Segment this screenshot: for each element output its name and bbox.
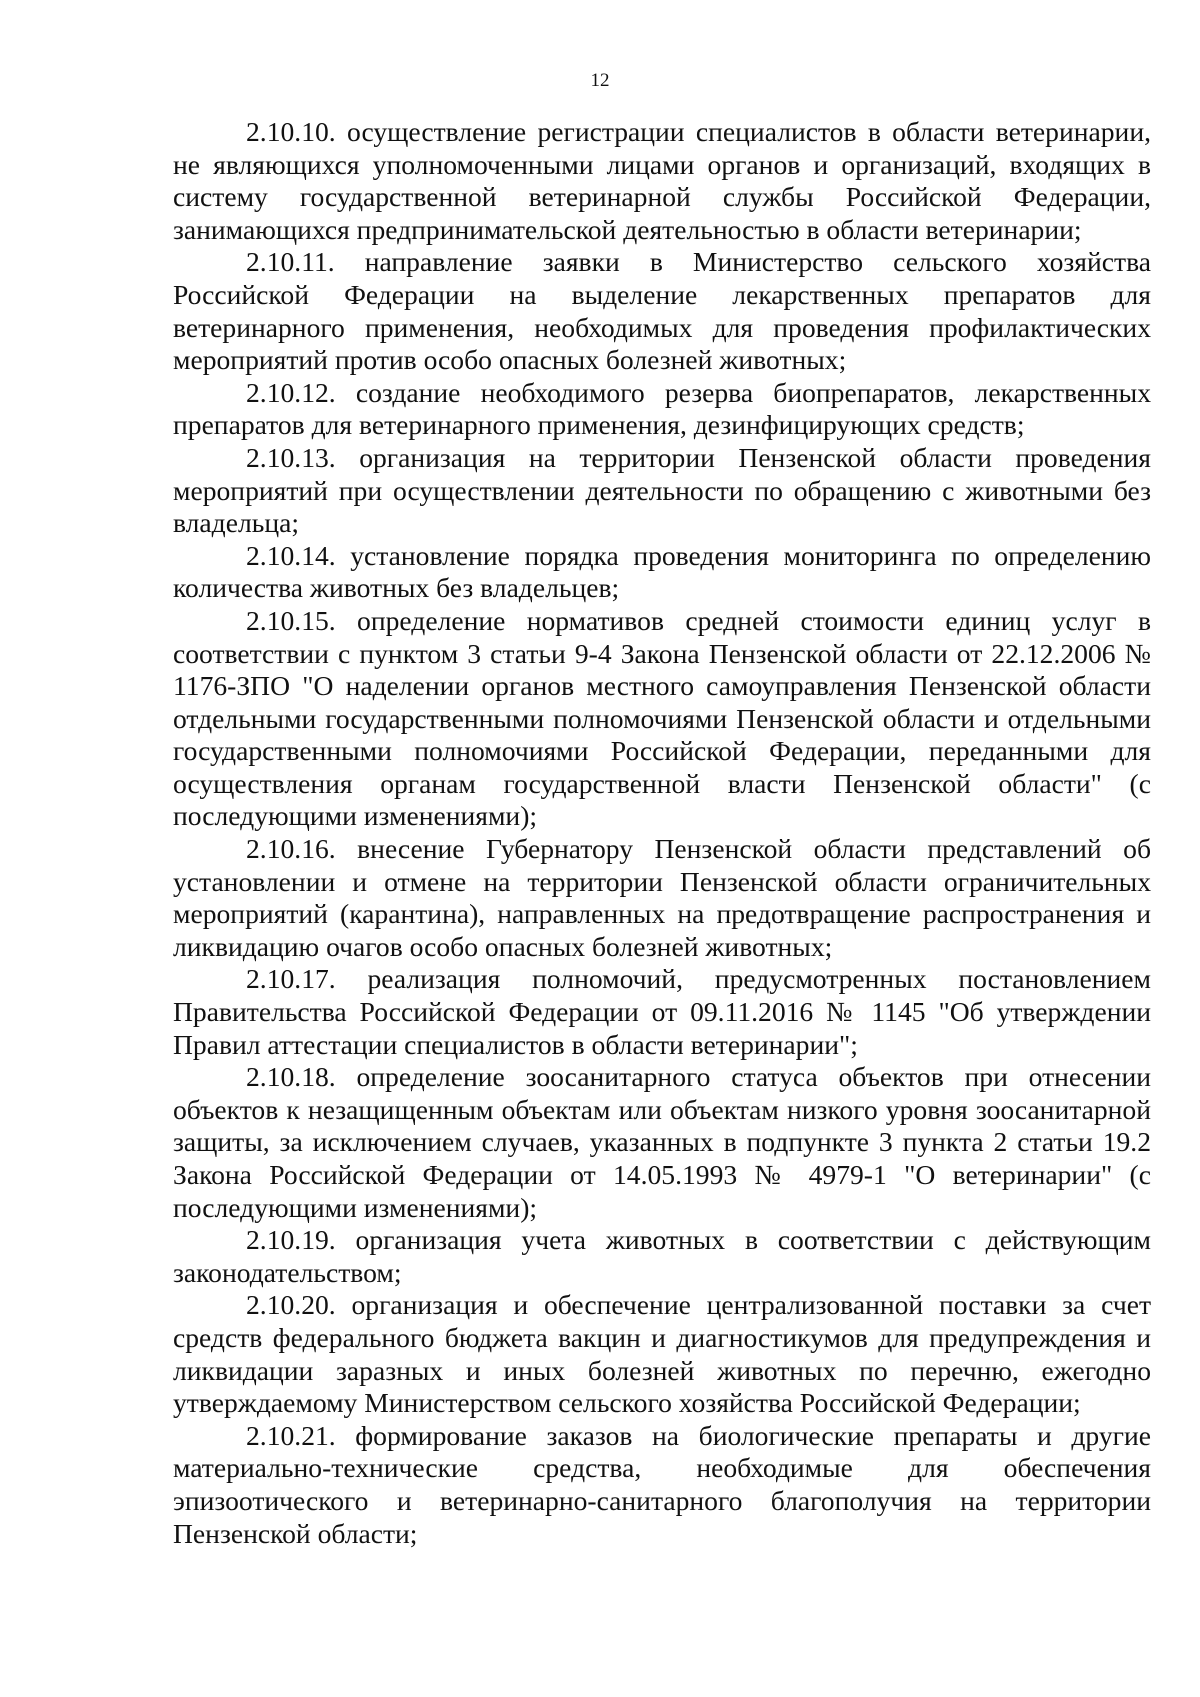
paragraph-2-10-13: 2.10.13. организация на территории Пензенской области проведения мероприятий при осуществлении деятельности по обращению с животными без владельца; [173,441,1151,539]
paragraph-2-10-15: 2.10.15. определение нормативов средней стоимости единиц услуг в соответствии с пунктом 3 статьи 9-4 Закона Пензенской области от 22.12.2006 № 1176-ЗПО "О наделении органов местного самоуправления Пензенской области отдельными государственными полномочиями Пензенской области и отдельными государственными полномочиями Российской Федерации, переданными для осуществления органам государственной власти Пензенской области" (с последующими изменениями); [173,604,1151,832]
document-body [173,116,1151,1550]
page-number: 12 [590,70,610,91]
paragraph-2-10-18: 2.10.18. определение зоосанитарного статуса объектов при отнесении объектов к незащищенным объектам или объектам низкого уровня зоосанитарной защиты, за исключением случаев, указанных в подпункте 3 пункта 2 статьи 19.2 Закона Российской Федерации от 14.05.1993 № 4979-1 "О ветеринарии" (с последующими изменениями); [173,1061,1151,1223]
paragraph-2-10-11: 2.10.11. направление заявки в Министерство сельского хозяйства Российской Федерации на выделение лекарственных препаратов для ветеринарного применения, необходимых для проведения профилактических мероприятий против особо опасных болезней животных; [173,246,1151,376]
paragraph-2-10-16: 2.10.16. внесение Губернатору Пензенской области представлений об установлении и отмене на территории Пензенской области ограничительных мероприятий (карантина), направленных на предотвращение распространения и ликвидацию очагов особо опасных болезней животных; [173,833,1151,962]
paragraph-2-10-14: 2.10.14. установление порядка проведения мониторинга по определению количества животных без владельцев; [173,539,1151,604]
paragraph-2-10-10: 2.10.10. осуществление регистрации специалистов в области ветеринарии, не являющихся уполномоченными лицами органов и организаций, входящих в систему государственной ветеринарной службы Российской Федерации, занимающихся предпринимательской деятельностью в области ветеринарии; [173,116,1151,245]
paragraph-2-10-17: 2.10.17. реализация полномочий, предусмотренных постановлением Правительства Российской Федерации от 09.11.2016 № 1145 "Об утверждении Правил аттестации специалистов в области ветеринарии"; [173,963,1151,1060]
paragraph-2-10-12: 2.10.12. создание необходимого резерва биопрепаратов, лекарственных препаратов для ветеринарного применения, дезинфицирующих средств; [173,376,1151,441]
paragraph-2-10-20: 2.10.20. организация и обеспечение централизованной поставки за счет средств федерального бюджета вакцин и диагностикумов для предупреждения и ликвидации заразных и иных болезней животных по перечню, ежегодно утверждаемому Министерством сельского хозяйства Российской Федерации; [173,1289,1151,1419]
paragraph-2-10-21: 2.10.21. формирование заказов на биологические препараты и другие материально-технические средства, необходимые для обеспечения эпизоотического и ветеринарно-санитарного благополучия на территории Пензенской области; [173,1419,1151,1549]
paragraph-2-10-19: 2.10.19. организация учета животных в соответствии с действующим законодательством; [173,1224,1151,1288]
